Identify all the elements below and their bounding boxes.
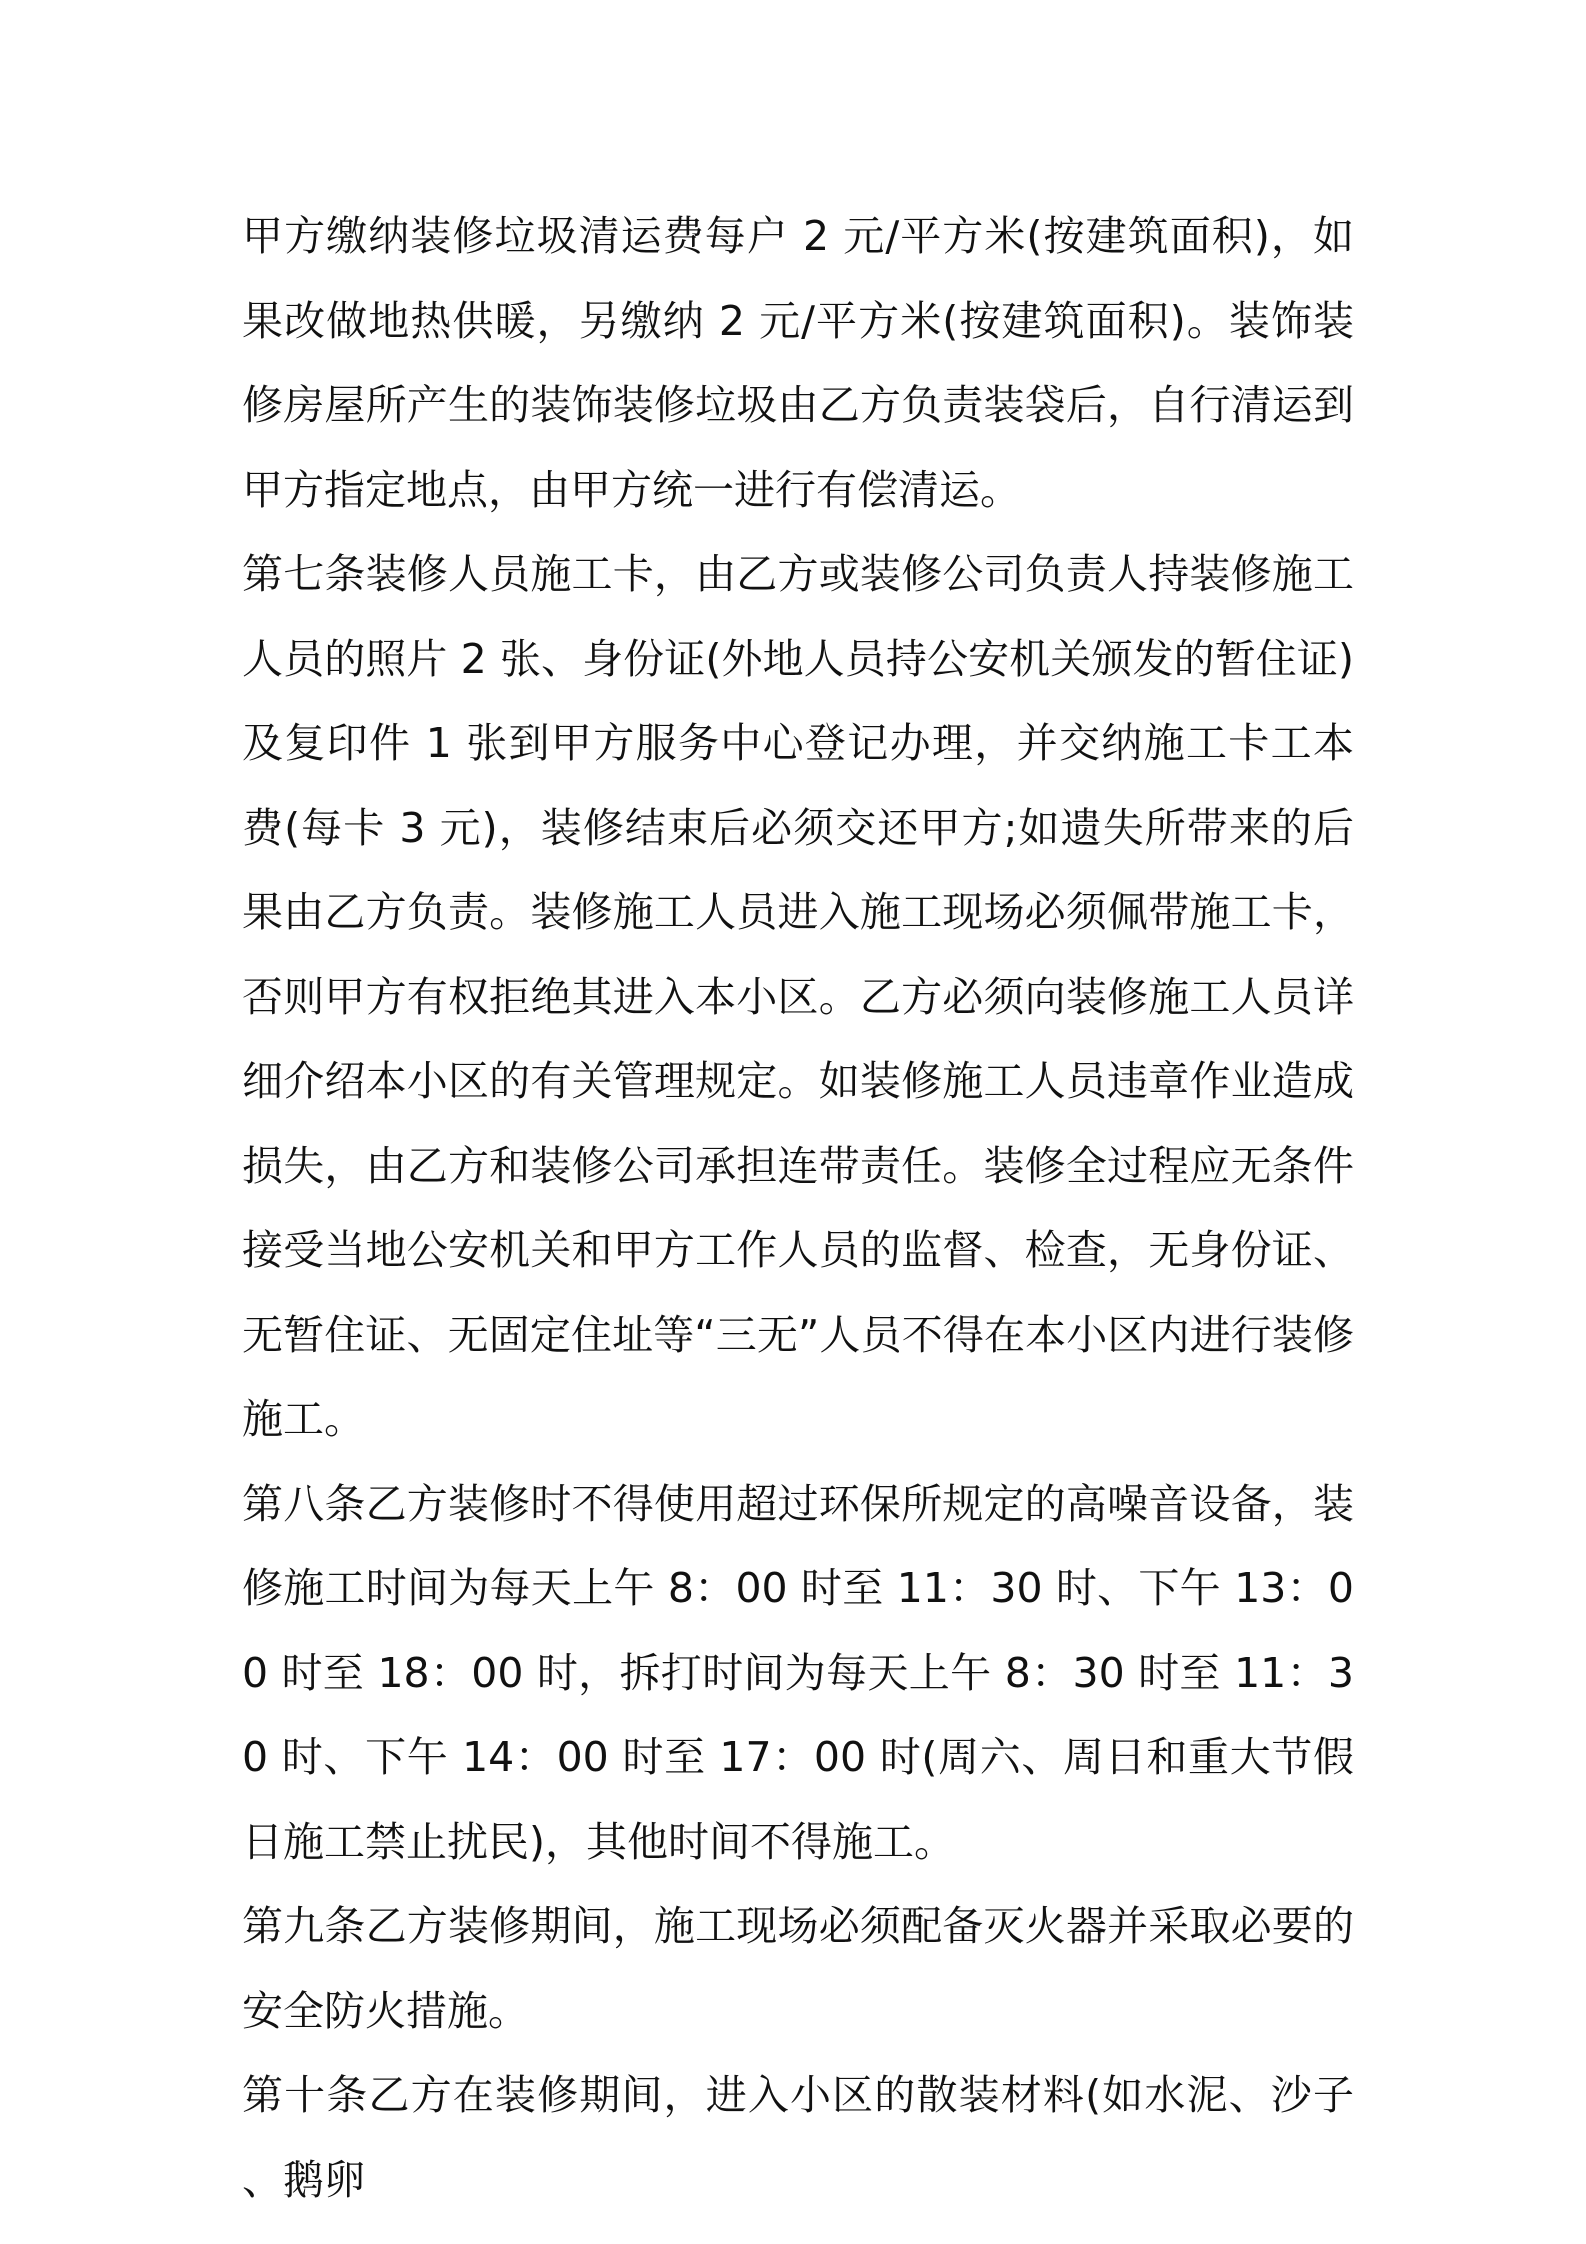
paragraph-article-9: 第九条乙方装修期间，施工现场必须配备灭火器并采取必要的安全防火措施。 [242,1902,1354,2035]
document-body [242,194,1354,2222]
paragraph-garbage-fee: 甲方缴纳装修垃圾清运费每户 2 元/平方米(按建筑面积)，如果改做地热供暖，另缴纳 2 元/平方米(按建筑面积)。装饰装修房屋所产生的装饰装修垃圾由乙方负责装袋后，自行清运到甲方指定地点，由甲方统一进行有偿清运。 [242,212,1354,514]
paragraph-article-7: 第七条装修人员施工卡，由乙方或装修公司负责人持装修施工人员的照片 2 张、身份证(外地人员持公安机关颁发的暂住证)及复印件 1 张到甲方服务中心登记办理，并交纳施工卡工本费(每卡 3 元)，装修结束后必须交还甲方;如遗失所带来的后果由乙方负责。装修施工人员进入施工现场必须佩带施工卡，否则甲方有权拒绝其进入本小区。乙方必须向装修施工人员详细介绍本小区的有关管理规定。如装修施工人员违章作业造成损失，由乙方和装修公司承担连带责任。装修全过程应无条件接受当地公安机关和甲方工作人员的监督、检查，无身份证、无暂住证、无固定住址等“三无”人员不得在本小区内进行装修施工。 [242,550,1354,1443]
paragraph-article-8: 第八条乙方装修时不得使用超过环保所规定的高噪音设备，装修施工时间为每天上午 8：00 时至 11：30 时、下午 13：00 时至 18：00 时，拆打时间为每天上午 8：30 时至 11：30 时、下午 14：00 时至 17：00 时(周六、周日和重大节假日施工禁止扰民)，其他时间不得施工。 [242,1479,1354,1866]
paragraph-article-10: 第十条乙方在装修期间，进入小区的散装材料(如水泥、沙子、鹅卵 [242,2071,1354,2204]
